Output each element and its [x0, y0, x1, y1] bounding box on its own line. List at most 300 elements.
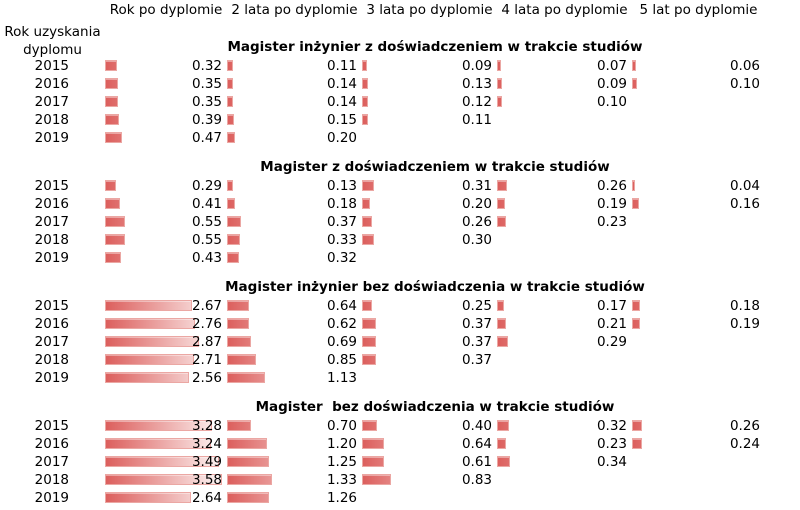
data-bar	[227, 318, 249, 329]
value-label: 0.13	[461, 76, 492, 92]
value-label: 0.47	[191, 130, 222, 146]
value-label: 0.04	[729, 178, 760, 194]
value-label: 0.40	[461, 418, 492, 434]
year-label: 2019	[34, 490, 69, 506]
data-cell	[362, 93, 497, 111]
data-cell	[362, 129, 497, 147]
value-label: 0.18	[326, 196, 357, 212]
data-cell	[227, 369, 362, 387]
data-bar	[362, 180, 374, 191]
data-cell	[362, 369, 497, 387]
data-row	[0, 57, 800, 75]
value-label: 0.09	[596, 76, 627, 92]
data-bar	[105, 216, 125, 227]
data-cell	[105, 471, 227, 489]
data-cell	[105, 369, 227, 387]
group-title: Magister z doświadczeniem w trakcie studiów	[260, 159, 610, 175]
column-header-5: 5 lat po dyplomie	[639, 2, 758, 18]
data-row	[0, 453, 800, 471]
value-label: 0.29	[596, 334, 627, 350]
data-cell	[632, 471, 765, 489]
value-label: 0.23	[596, 214, 627, 230]
value-label: 0.70	[326, 418, 357, 434]
value-label: 0.19	[729, 316, 760, 332]
data-row	[0, 231, 800, 249]
data-cell	[362, 111, 497, 129]
data-cell	[497, 129, 632, 147]
value-label: 0.11	[326, 58, 357, 74]
data-bar	[497, 216, 506, 227]
value-label: 2.76	[191, 316, 222, 332]
data-bar	[227, 216, 241, 227]
value-label: 2.67	[191, 298, 222, 314]
group-section-1	[0, 39, 800, 147]
header-spacer	[0, 2, 105, 20]
data-bar	[632, 438, 642, 449]
data-cell	[362, 297, 497, 315]
value-label: 0.21	[596, 316, 627, 332]
data-cell	[632, 213, 765, 231]
data-cell	[227, 453, 362, 471]
value-label: 0.35	[191, 94, 222, 110]
data-bar	[497, 318, 506, 329]
data-bar	[105, 300, 192, 311]
value-label: 0.39	[191, 112, 222, 128]
data-cell	[227, 129, 362, 147]
data-cell	[632, 57, 765, 75]
value-label: 0.35	[191, 76, 222, 92]
year-label: 2015	[34, 178, 69, 194]
data-cell	[227, 435, 362, 453]
year-label: 2019	[34, 370, 69, 386]
data-bar	[497, 96, 502, 107]
value-label: 3.58	[191, 472, 222, 488]
value-label: 1.25	[326, 454, 357, 470]
data-cell	[497, 453, 632, 471]
column-headers-row	[0, 2, 800, 20]
data-cell	[227, 57, 362, 75]
data-bar	[227, 234, 240, 245]
value-label: 3.49	[191, 454, 222, 470]
data-bar	[227, 96, 233, 107]
data-bar	[497, 198, 505, 209]
column-header-2: 2 lata po dyplomie	[231, 2, 358, 18]
data-cell	[227, 471, 362, 489]
year-label: 2018	[34, 112, 69, 128]
data-cell	[105, 93, 227, 111]
data-bar	[227, 372, 265, 383]
data-bar	[362, 474, 391, 485]
data-cell	[362, 57, 497, 75]
data-cell	[105, 315, 227, 333]
data-cell	[497, 231, 632, 249]
data-cell	[362, 249, 497, 267]
value-label: 0.43	[191, 250, 222, 266]
value-label: 0.14	[326, 76, 357, 92]
data-cell	[632, 93, 765, 111]
value-label: 0.07	[596, 58, 627, 74]
data-bar	[105, 372, 189, 383]
year-label: 2017	[34, 94, 69, 110]
data-row	[0, 129, 800, 147]
value-label: 2.87	[191, 334, 222, 350]
data-bar	[632, 318, 640, 329]
data-cell	[362, 315, 497, 333]
group-title: Magister inżynier bez doświadczenia w trakcie studiów	[225, 279, 645, 295]
value-label: 2.71	[191, 352, 222, 368]
value-label: 0.32	[191, 58, 222, 74]
value-label: 1.13	[326, 370, 357, 386]
value-label: 0.20	[326, 130, 357, 146]
data-cell	[632, 177, 765, 195]
data-cell	[362, 231, 497, 249]
data-bar	[227, 60, 233, 71]
value-label: 0.15	[326, 112, 357, 128]
data-cell	[497, 315, 632, 333]
value-label: 0.37	[461, 316, 492, 332]
data-cell	[632, 435, 765, 453]
value-label: 0.11	[461, 112, 492, 128]
data-bar	[227, 198, 235, 209]
data-cell	[497, 111, 632, 129]
data-cell	[362, 435, 497, 453]
year-label: 2017	[34, 334, 69, 350]
group-section-2	[0, 159, 800, 267]
year-label: 2016	[34, 76, 69, 92]
value-label: 0.62	[326, 316, 357, 332]
data-cell	[105, 57, 227, 75]
data-cell	[227, 315, 362, 333]
data-bar	[632, 198, 639, 209]
data-cell	[497, 195, 632, 213]
data-cell	[362, 471, 497, 489]
value-label: 0.17	[596, 298, 627, 314]
value-label: 0.61	[461, 454, 492, 470]
data-cell	[632, 297, 765, 315]
value-label: 0.10	[596, 94, 627, 110]
data-bar	[227, 420, 251, 431]
data-bar	[497, 456, 510, 467]
value-label: 1.20	[326, 436, 357, 452]
data-bar	[105, 180, 116, 191]
data-bar	[362, 96, 368, 107]
year-label: 2019	[34, 250, 69, 266]
data-bar	[362, 300, 372, 311]
data-cell	[362, 177, 497, 195]
data-row	[0, 417, 800, 435]
data-bar	[362, 420, 377, 431]
data-row	[0, 489, 800, 507]
data-bar	[497, 438, 506, 449]
data-cell	[632, 417, 765, 435]
data-cell	[227, 333, 362, 351]
value-label: 0.20	[461, 196, 492, 212]
groups-container	[0, 39, 800, 507]
data-bar	[362, 114, 368, 125]
data-cell	[632, 249, 765, 267]
value-label: 0.64	[326, 298, 357, 314]
value-label: 0.13	[326, 178, 357, 194]
data-cell	[497, 417, 632, 435]
value-label: 0.69	[326, 334, 357, 350]
data-cell	[105, 453, 227, 471]
value-label: 3.28	[191, 418, 222, 434]
data-bar	[105, 114, 119, 125]
data-bar	[362, 234, 374, 245]
data-cell	[105, 351, 227, 369]
data-cell	[105, 297, 227, 315]
data-cell	[497, 297, 632, 315]
data-bar	[105, 198, 120, 209]
data-cell	[227, 213, 362, 231]
data-bar	[105, 318, 195, 329]
row-axis-label-line1: Rok uzyskania	[4, 24, 101, 40]
data-bar	[497, 60, 501, 71]
value-label: 0.55	[191, 214, 222, 230]
data-cell	[632, 111, 765, 129]
data-bar	[227, 180, 233, 191]
data-bar	[105, 96, 118, 107]
group-section-4	[0, 399, 800, 507]
value-label: 2.56	[191, 370, 222, 386]
data-cell	[362, 195, 497, 213]
data-row	[0, 93, 800, 111]
data-bar	[105, 234, 125, 245]
data-cell	[632, 369, 765, 387]
group-title: Magister inżynier z doświadczeniem w trakcie studiów	[227, 39, 643, 55]
data-cell	[105, 435, 227, 453]
data-row	[0, 435, 800, 453]
value-label: 1.33	[326, 472, 357, 488]
data-cell	[227, 177, 362, 195]
data-row	[0, 471, 800, 489]
data-bar	[105, 60, 117, 71]
year-label: 2015	[34, 58, 69, 74]
value-label: 0.41	[191, 196, 222, 212]
data-bar	[105, 78, 118, 89]
data-cell	[227, 111, 362, 129]
data-bar	[227, 114, 234, 125]
data-cell	[105, 75, 227, 93]
data-bar	[632, 420, 642, 431]
data-bar	[362, 198, 370, 209]
data-row	[0, 369, 800, 387]
data-bar	[362, 78, 368, 89]
data-bar	[227, 438, 267, 449]
data-cell	[105, 333, 227, 351]
data-bar	[105, 252, 121, 263]
year-label: 2015	[34, 418, 69, 434]
value-label: 0.64	[461, 436, 492, 452]
data-cell	[362, 75, 497, 93]
column-header-4: 4 lata po dyplomie	[501, 2, 628, 18]
data-cell	[497, 249, 632, 267]
data-bar	[227, 252, 239, 263]
data-bar	[105, 492, 191, 503]
data-cell	[497, 57, 632, 75]
data-cell	[105, 489, 227, 507]
data-cell	[632, 129, 765, 147]
data-bar	[497, 420, 509, 431]
data-cell	[227, 231, 362, 249]
data-cell	[105, 177, 227, 195]
data-bar	[362, 354, 376, 365]
data-bar	[227, 78, 233, 89]
group-section-3	[0, 279, 800, 387]
data-bar	[227, 132, 235, 143]
data-bar	[227, 336, 251, 347]
value-label: 0.30	[461, 232, 492, 248]
value-label: 0.34	[596, 454, 627, 470]
data-cell	[362, 333, 497, 351]
data-cell	[632, 231, 765, 249]
data-bar	[227, 474, 272, 485]
data-cell	[632, 315, 765, 333]
data-cell	[497, 333, 632, 351]
data-bar	[362, 438, 384, 449]
column-header-3: 3 lata po dyplomie	[366, 2, 493, 18]
value-label: 3.24	[191, 436, 222, 452]
value-label: 0.37	[461, 334, 492, 350]
value-label: 0.33	[326, 232, 357, 248]
year-label: 2018	[34, 472, 69, 488]
data-cell	[227, 297, 362, 315]
data-cell	[497, 213, 632, 231]
group-title: Magister bez doświadczenia w trakcie studiów	[255, 399, 615, 415]
data-cell	[227, 489, 362, 507]
year-label: 2019	[34, 130, 69, 146]
value-label: 0.24	[729, 436, 760, 452]
value-label: 0.26	[596, 178, 627, 194]
data-bar	[105, 354, 194, 365]
data-cell	[227, 93, 362, 111]
data-cell	[105, 195, 227, 213]
data-cell	[632, 489, 765, 507]
data-cell	[632, 195, 765, 213]
data-row	[0, 315, 800, 333]
data-cell	[227, 249, 362, 267]
data-cell	[362, 417, 497, 435]
data-row	[0, 195, 800, 213]
value-label: 0.25	[461, 298, 492, 314]
value-label: 1.26	[326, 490, 357, 506]
year-label: 2018	[34, 232, 69, 248]
value-label: 0.32	[596, 418, 627, 434]
value-label: 0.10	[729, 76, 760, 92]
data-bar	[362, 456, 384, 467]
data-cell	[362, 351, 497, 369]
year-label: 2017	[34, 214, 69, 230]
data-bar	[227, 300, 249, 311]
value-label: 0.06	[729, 58, 760, 74]
data-cell	[497, 93, 632, 111]
value-label: 0.83	[461, 472, 492, 488]
data-bar	[227, 456, 269, 467]
data-cell	[497, 369, 632, 387]
data-cell	[227, 417, 362, 435]
data-cell	[362, 489, 497, 507]
value-label: 2.64	[191, 490, 222, 506]
year-label: 2018	[34, 352, 69, 368]
value-label: 0.37	[326, 214, 357, 230]
data-cell	[105, 417, 227, 435]
data-row	[0, 213, 800, 231]
data-cell	[632, 453, 765, 471]
data-cell	[497, 75, 632, 93]
data-row	[0, 333, 800, 351]
data-cell	[632, 75, 765, 93]
data-cell	[632, 333, 765, 351]
year-label: 2016	[34, 316, 69, 332]
data-cell	[227, 195, 362, 213]
data-bar	[632, 300, 640, 311]
value-label: 0.32	[326, 250, 357, 266]
data-cell	[497, 351, 632, 369]
value-label: 0.16	[729, 196, 760, 212]
value-label: 0.31	[461, 178, 492, 194]
data-bar	[497, 300, 504, 311]
data-row	[0, 75, 800, 93]
value-label: 0.26	[461, 214, 492, 230]
data-cell	[227, 351, 362, 369]
data-cell	[105, 129, 227, 147]
data-cell	[497, 489, 632, 507]
data-cell	[362, 213, 497, 231]
data-cell	[497, 177, 632, 195]
data-cell	[105, 231, 227, 249]
data-bar	[632, 78, 637, 89]
value-label: 0.26	[729, 418, 760, 434]
value-label: 0.29	[191, 178, 222, 194]
year-label: 2016	[34, 196, 69, 212]
data-bar	[497, 180, 507, 191]
data-bar	[362, 60, 367, 71]
data-cell	[227, 75, 362, 93]
value-label: 0.18	[729, 298, 760, 314]
column-header-1: Rok po dyplomie	[109, 2, 223, 18]
value-label: 0.85	[326, 352, 357, 368]
data-bar	[497, 78, 502, 89]
data-bar	[227, 492, 269, 503]
value-label: 0.12	[461, 94, 492, 110]
value-label: 0.23	[596, 436, 627, 452]
data-row	[0, 297, 800, 315]
data-cell	[105, 213, 227, 231]
row-axis-label	[0, 23, 105, 59]
year-label: 2015	[34, 298, 69, 314]
data-bar	[497, 336, 508, 347]
data-bar	[362, 318, 376, 329]
data-cell	[497, 471, 632, 489]
value-label: 0.37	[461, 352, 492, 368]
year-label: 2016	[34, 436, 69, 452]
value-label: 0.09	[461, 58, 492, 74]
data-bar	[105, 132, 122, 143]
data-bar	[362, 216, 372, 227]
row-axis-label-line2: dyplomu	[23, 42, 82, 58]
data-bar	[105, 336, 199, 347]
value-label: 0.14	[326, 94, 357, 110]
data-row	[0, 351, 800, 369]
data-bar	[632, 60, 636, 71]
data-cell	[497, 435, 632, 453]
data-bar	[632, 180, 635, 191]
year-label: 2017	[34, 454, 69, 470]
data-cell	[362, 453, 497, 471]
data-cell	[105, 249, 227, 267]
data-row	[0, 111, 800, 129]
value-label: 0.19	[596, 196, 627, 212]
